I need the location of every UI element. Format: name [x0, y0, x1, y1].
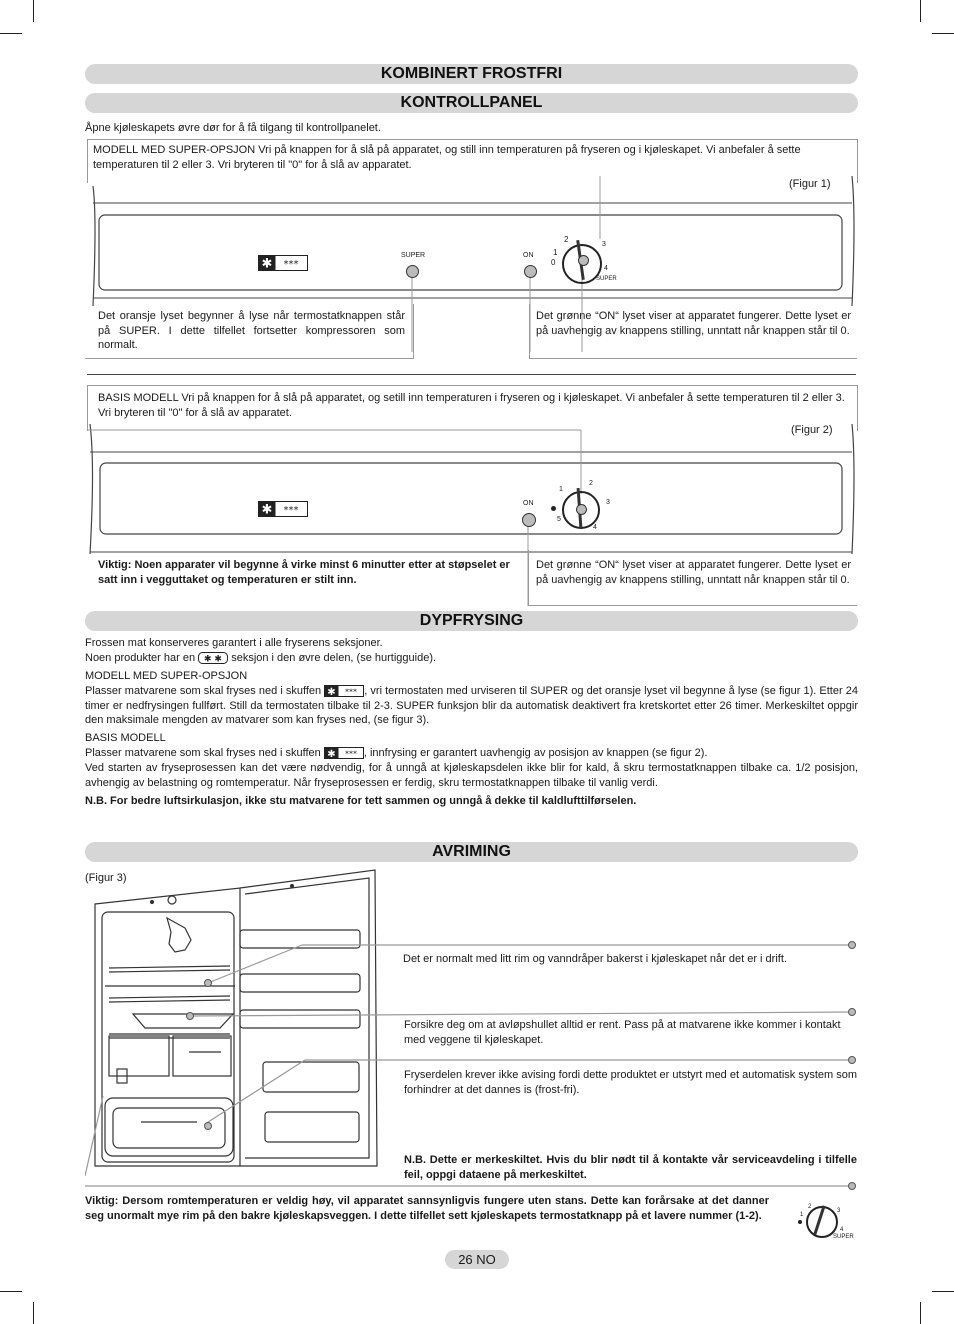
freezing-text: Plasser matvarene som skal fryses ned i skuffen — [85, 747, 321, 759]
super-model-text: MODELL MED SUPER-OPSJON Vri på knappen for å slå på apparatet, og still inn temperaturen på fryseren og i kjøleskapet. Vi anbefaler å sette temperaturen til 2 eller 3. Vri bryteren til "0" for å slå av apparatet. — [93, 144, 801, 171]
svg-text:***: *** — [345, 687, 358, 697]
on-note-frame — [528, 550, 529, 606]
section-title-defrost: AVRIMING — [85, 842, 858, 862]
svg-text:***: *** — [283, 505, 299, 516]
freezing-paragraph — [85, 746, 858, 761]
important-note: Viktig: Noen apparater vil begynne å virke minst 6 minutter etter at støpselet er satt inn i vegguttaket og temperaturen er stilt inn. — [98, 559, 510, 586]
defrost-note-3: Fryserdelen krever ikke avising fordi dette produktet er utstyrt med et automatisk system som forhindrer at det dannes is (frost-fri). — [404, 1069, 858, 1096]
dial-number: 2 — [808, 1204, 812, 1210]
super-indicator-light — [406, 265, 419, 278]
on-indicator-light — [522, 513, 536, 527]
dial-number: 0 — [551, 258, 556, 267]
dial-number: 4 — [593, 524, 597, 531]
snowflake-section-icon — [198, 652, 228, 664]
dial-number: 1 — [553, 248, 558, 257]
freezing-text: , innfrysing er garantert uavhengig av posisjon av knappen (se figur 2). — [363, 747, 708, 759]
defrost-note-1: Det er normalt med litt rim og vanndråper bakerst i kjøleskapet når det er i drift. — [403, 953, 787, 965]
super-note-frame — [413, 304, 414, 359]
crop-mark — [0, 33, 22, 34]
freezing-paragraph: Frossen mat konserveres garantert i alle fryserens seksjoner. — [85, 637, 383, 649]
dial-center — [578, 255, 589, 266]
super-label: SUPER — [401, 252, 426, 259]
dial-center — [576, 504, 587, 515]
dial-number: 2 — [589, 480, 593, 487]
intro-text: Åpne kjøleskapets øvre dør for å få tilgang til kontrollpanelet. — [85, 122, 381, 134]
dial-number: 3 — [602, 241, 606, 248]
crop-mark — [33, 0, 34, 22]
super-heading: MODELL MED SUPER-OPSJON — [85, 670, 248, 682]
svg-text:✱ ✱: ✱ ✱ — [204, 654, 223, 665]
on-note-frame — [529, 358, 857, 359]
svg-text:✱: ✱ — [327, 687, 336, 698]
figure-2-label: (Figur 2) — [791, 424, 833, 436]
freezing-paragraph — [85, 651, 857, 666]
freezing-text: Plasser matvarene som skal fryses ned i skuffen — [85, 685, 322, 697]
crop-mark — [920, 0, 921, 22]
dial-super-mark: SUPER — [833, 1234, 854, 1240]
svg-text:✱: ✱ — [261, 502, 273, 517]
basic-model-text: BASIS MODELL Vri på knappen for å slå på apparatet, og setill inn temperaturen i fryseren og i kjøleskapet. Vi anbefaler å sette temperaturen til 2 eller 3. Vri bryteren til "0" for å slå av apparatet. — [98, 392, 845, 419]
section-title-combined: KOMBINERT FROSTFRI — [85, 64, 858, 84]
on-note-frame — [529, 304, 530, 359]
freezing-paragraph: Ved starten av fryseprosessen kan det være nødvendig, for å unngå at kjøleskapsdelen ikke blir for kald, å skru termostatknappen tilbake ca. 1/2 posisjon, avhengig av belastning og romtemperatur. Når fryseprosessen er ferdig, skru termostatknappen tilbake til vanlig verdi. — [85, 762, 858, 789]
section-title-control-panel: KONTROLLPANEL — [85, 93, 858, 113]
freezer-drawer-icon — [324, 747, 364, 759]
on-label: ON — [523, 252, 534, 259]
on-indicator-light — [524, 265, 537, 278]
dial-number: 3 — [837, 1208, 841, 1214]
crop-mark — [920, 1302, 921, 1324]
freezing-nb: N.B. For bedre luftsirkulasjon, ikke stu matvarene for tett sammen og unngå å dekke til kaldlufttilførselen. — [85, 795, 637, 807]
dial-number: 1 — [800, 1212, 804, 1218]
dial-number: 3 — [606, 499, 610, 506]
freezer-drawer-icon — [324, 685, 364, 697]
freezer-star-symbol — [258, 255, 308, 276]
snowflake-stars-icon — [258, 255, 308, 271]
dial-dot — [551, 506, 556, 511]
on-label: ON — [523, 500, 534, 507]
separator-line — [87, 374, 856, 375]
dial-number: 5 — [557, 516, 561, 523]
freezing-text: seksjon i den øvre delen, (se hurtigguide). — [231, 652, 437, 664]
crop-mark — [0, 1291, 22, 1292]
dial-number: 1 — [559, 486, 563, 493]
super-light-note: Det oransje lyset begynner å lyse når termostatknappen står på SUPER. I dette tilfellet fortsetter kompressoren som normalt. — [98, 310, 405, 351]
crop-mark — [932, 1291, 954, 1292]
rating-plate-note: N.B. Dette er merkeskiltet. Hvis du blir nødt til å kontakte vår serviceavdeling i tilfelle feil, oppgi dataene på merkeskiltet. — [404, 1154, 857, 1181]
dial-super-mark: SUPER — [596, 276, 617, 282]
dial-dot — [798, 1220, 802, 1224]
on-light-note: Det grønne “ON“ lyset viser at apparatet fungerer. Dette lyset er på uavhengig av knappens stilling, unntatt når knappen står til 0. — [536, 559, 851, 586]
dial-number: 4 — [604, 265, 608, 272]
on-light-note: Det grønne “ON“ lyset viser at apparatet fungerer. Dette lyset er på uavhengig av knappens stilling, unntatt når knappen står til 0. — [536, 310, 851, 337]
super-note-frame — [85, 358, 414, 359]
figure-3-label: (Figur 3) — [85, 872, 127, 884]
freezing-text: Noen produkter har en — [85, 652, 196, 664]
freezing-text: , vri termostaten med urviseren til SUPER og det oransje lyset vil begynne å lyse (se figur 1). Etter 24 timer er nedfrysingen fullført. Still da termostaten tilbake til 2-3. SUPER funksjon blir da automatisk deaktivert fra kretskortet etter 26 timer. Merkeskiltet oppgir den maksimale mengden av matvarer som kan fryses ned, (se figur 3). — [85, 685, 858, 726]
defrost-important: Viktig: Dersom romtemperaturen er veldig høy, vil apparatet sannsynligvis fungere uten stans. Dette kan forårsake at det danner seg unormalt mye rim på den bakre kjøleskapsveggen. I dette tilfellet sett kjøleskapets termostatknapp på et lavere nummer (1-2). — [85, 1195, 769, 1222]
basic-heading: BASIS MODELL — [85, 732, 166, 744]
snowflake-stars-icon — [258, 501, 308, 517]
page-number: 26 NO — [445, 1250, 509, 1269]
freezing-paragraph — [85, 684, 858, 728]
section-title-freezing: DYPFRYSING — [85, 611, 858, 631]
svg-text:✱: ✱ — [327, 749, 336, 760]
on-note-frame — [528, 605, 857, 606]
dial-number: 2 — [564, 235, 569, 244]
svg-text:✱: ✱ — [261, 256, 273, 271]
crop-mark — [932, 33, 954, 34]
defrost-note-2: Forsikre deg om at avløpshullet alltid er rent. Pass på at matvarene ikke kommer i kontakt med veggene til kjøleskapet. — [404, 1019, 841, 1046]
svg-text:***: *** — [283, 259, 299, 270]
crop-mark — [33, 1302, 34, 1324]
freezer-star-symbol — [258, 501, 308, 522]
dial-number: 4 — [840, 1227, 844, 1233]
figure-1-label: (Figur 1) — [789, 178, 831, 190]
svg-text:***: *** — [344, 749, 357, 759]
